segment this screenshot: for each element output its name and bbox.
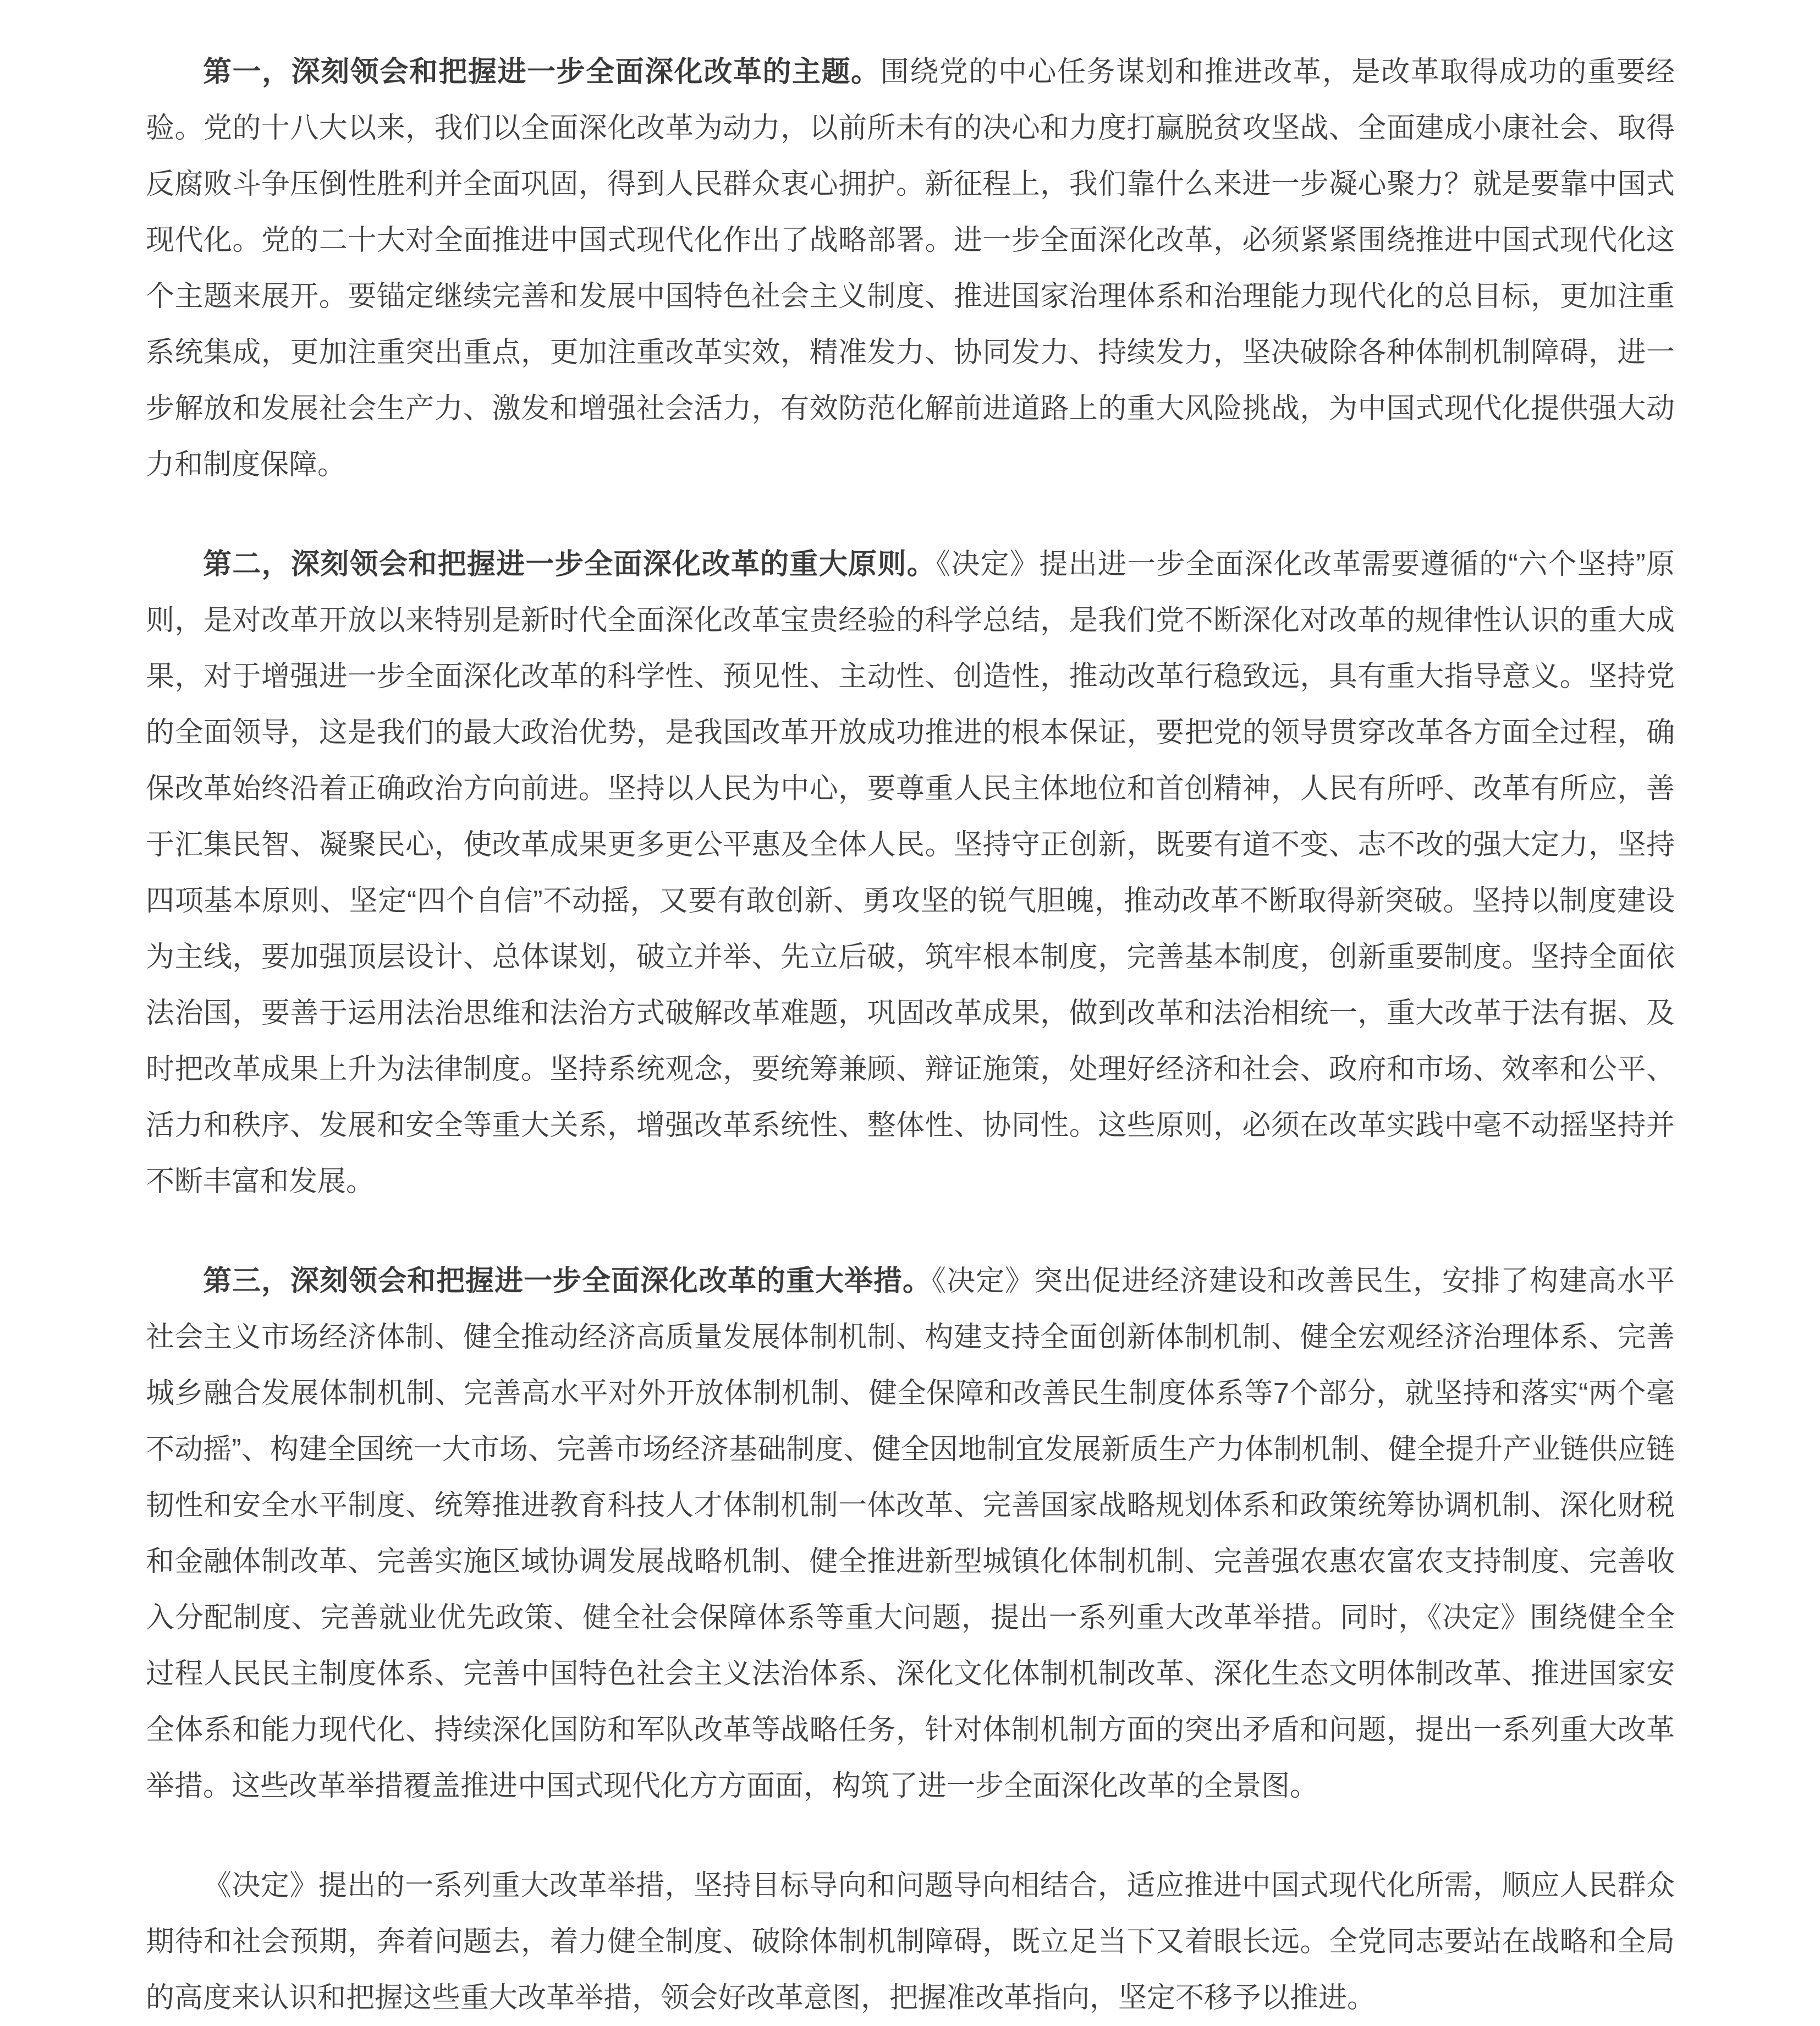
paragraph-body: 《决定》提出进一步全面深化改革需要遵循的“六个坚持”原则，是对改革开放以来特别是新时代全面深化改革宝贵经验的科学总结，是我们党不断深化对改革的规律性认识的重大成果，对于增强进一步全面深化改革的科学性、预见性、主动性、创造性，推动改革行稳致远，具有重大指导意义。坚持党的全面领导，这是我们的最大政治优势，是我国改革开放成功推进的根本保证，要把党的领导贯穿改革各方面全过程，确保改革始终沿着正确政治方向前进。坚持以人民为中心，要尊重人民主体地位和首创精神，人民有所呼、改革有所应，善于汇集民智、凝聚民心，使改革成果更多更公平惠及全体人民。坚持守正创新，既要有道不变、志不改的强大定力，坚持四项基本原则、坚定“四个自信”不动摇，又要有敢创新、勇攻坚的锐气胆魄，推动改革不断取得新突破。坚持以制度建设为主线，要加强顶层设计、总体谋划，破立并举、先立后破，筑牢根本制度，完善基本制度，创新重要制度。坚持全面依法治国，要善于运用法治思维和法治方式破解改革难题，巩固改革成果，做到改革和法治相统一，重大改革于法有据、及时把改革成果上升为法律制度。坚持系统观念，要统筹兼顾、辩证施策，处理好经济和社会、政府和市场、效率和公平、活力和秩序、发展和安全等重大关系，增强改革系统性、整体性、协同性。这些原则，必须在改革实践中毫不动摇坚持并不断丰富和发展。 (146, 548, 1675, 1198)
paragraph-lead: 第二，深刻领会和把握进一步全面深化改革的重大原则。 (203, 548, 937, 580)
paragraph-body: 《决定》提出的一系列重大改革举措，坚持目标导向和问题导向相结合，适应推进中国式现代化所需，顺应人民群众期待和社会预期，奔着问题去，着力健全制度、破除体制机制障碍，既立足当下又着眼长远。全党同志要站在战略和全局的高度来认识和把握这些重大改革举措，领会好改革意图，把握准改革指向，坚定不移予以推进。 (146, 1870, 1675, 2014)
paragraph (146, 536, 1675, 1210)
paragraph (146, 44, 1675, 493)
paragraph-body: 《决定》突出促进经济建设和改善民生，安排了构建高水平社会主义市场经济体制、健全推动经济高质量发展体制机制、构建支持全面创新体制机制、健全宏观经济治理体系、完善城乡融合发展体制机制、完善高水平对外开放体制机制、健全保障和改善民生制度体系等7个部分，就坚持和落实“两个毫不动摇”、构建全国统一大市场、完善市场经济基础制度、健全因地制宜发展新质生产力体制机制、健全提升产业链供应链韧性和安全水平制度、统筹推进教育科技人才体制机制一体改革、完善国家战略规划体系和政策统筹协调机制、深化财税和金融体制改革、完善实施区域协调发展战略机制、健全推进新型城镇化体制机制、完善强农惠农富农支持制度、完善收入分配制度、完善就业优先政策、健全社会保障体系等重大问题，提出一系列重大改革举措。同时，《决定》围绕健全全过程人民民主制度体系、完善中国特色社会主义法治体系、深化文化体制机制改革、深化生态文明体制改革、推进国家安全体系和能力现代化、持续深化国防和军队改革等战略任务，针对体制机制方面的突出矛盾和问题，提出一系列重大改革举措。这些改革举措覆盖推进中国式现代化方方面面，构筑了进一步全面深化改革的全景图。 (146, 1265, 1675, 1802)
paragraph-lead: 第三，深刻领会和把握进一步全面深化改革的重大举措。 (203, 1265, 932, 1297)
paragraph-lead: 第一，深刻领会和把握进一步全面深化改革的主题。 (203, 56, 881, 88)
paragraph (146, 1858, 1675, 2026)
paragraph-body: 围绕党的中心任务谋划和推进改革，是改革取得成功的重要经验。党的十八大以来，我们以全面深化改革为动力，以前所未有的决心和力度打赢脱贫攻坚战、全面建成小康社会、取得反腐败斗争压倒性胜利并全面巩固，得到人民群众衷心拥护。新征程上，我们靠什么来进一步凝心聚力？就是要靠中国式现代化。党的二十大对全面推进中国式现代化作出了战略部署。进一步全面深化改革，必须紧紧围绕推进中国式现代化这个主题来展开。要锚定继续完善和发展中国特色社会主义制度、推进国家治理体系和治理能力现代化的总目标，更加注重系统集成，更加注重突出重点，更加注重改革实效，精准发力、协同发力、持续发力，坚决破除各种体制机制障碍，进一步解放和发展社会生产力、激发和增强社会活力，有效防范化解前进道路上的重大风险挑战，为中国式现代化提供强大动力和制度保障。 (146, 56, 1675, 481)
paragraph (146, 1253, 1675, 1814)
